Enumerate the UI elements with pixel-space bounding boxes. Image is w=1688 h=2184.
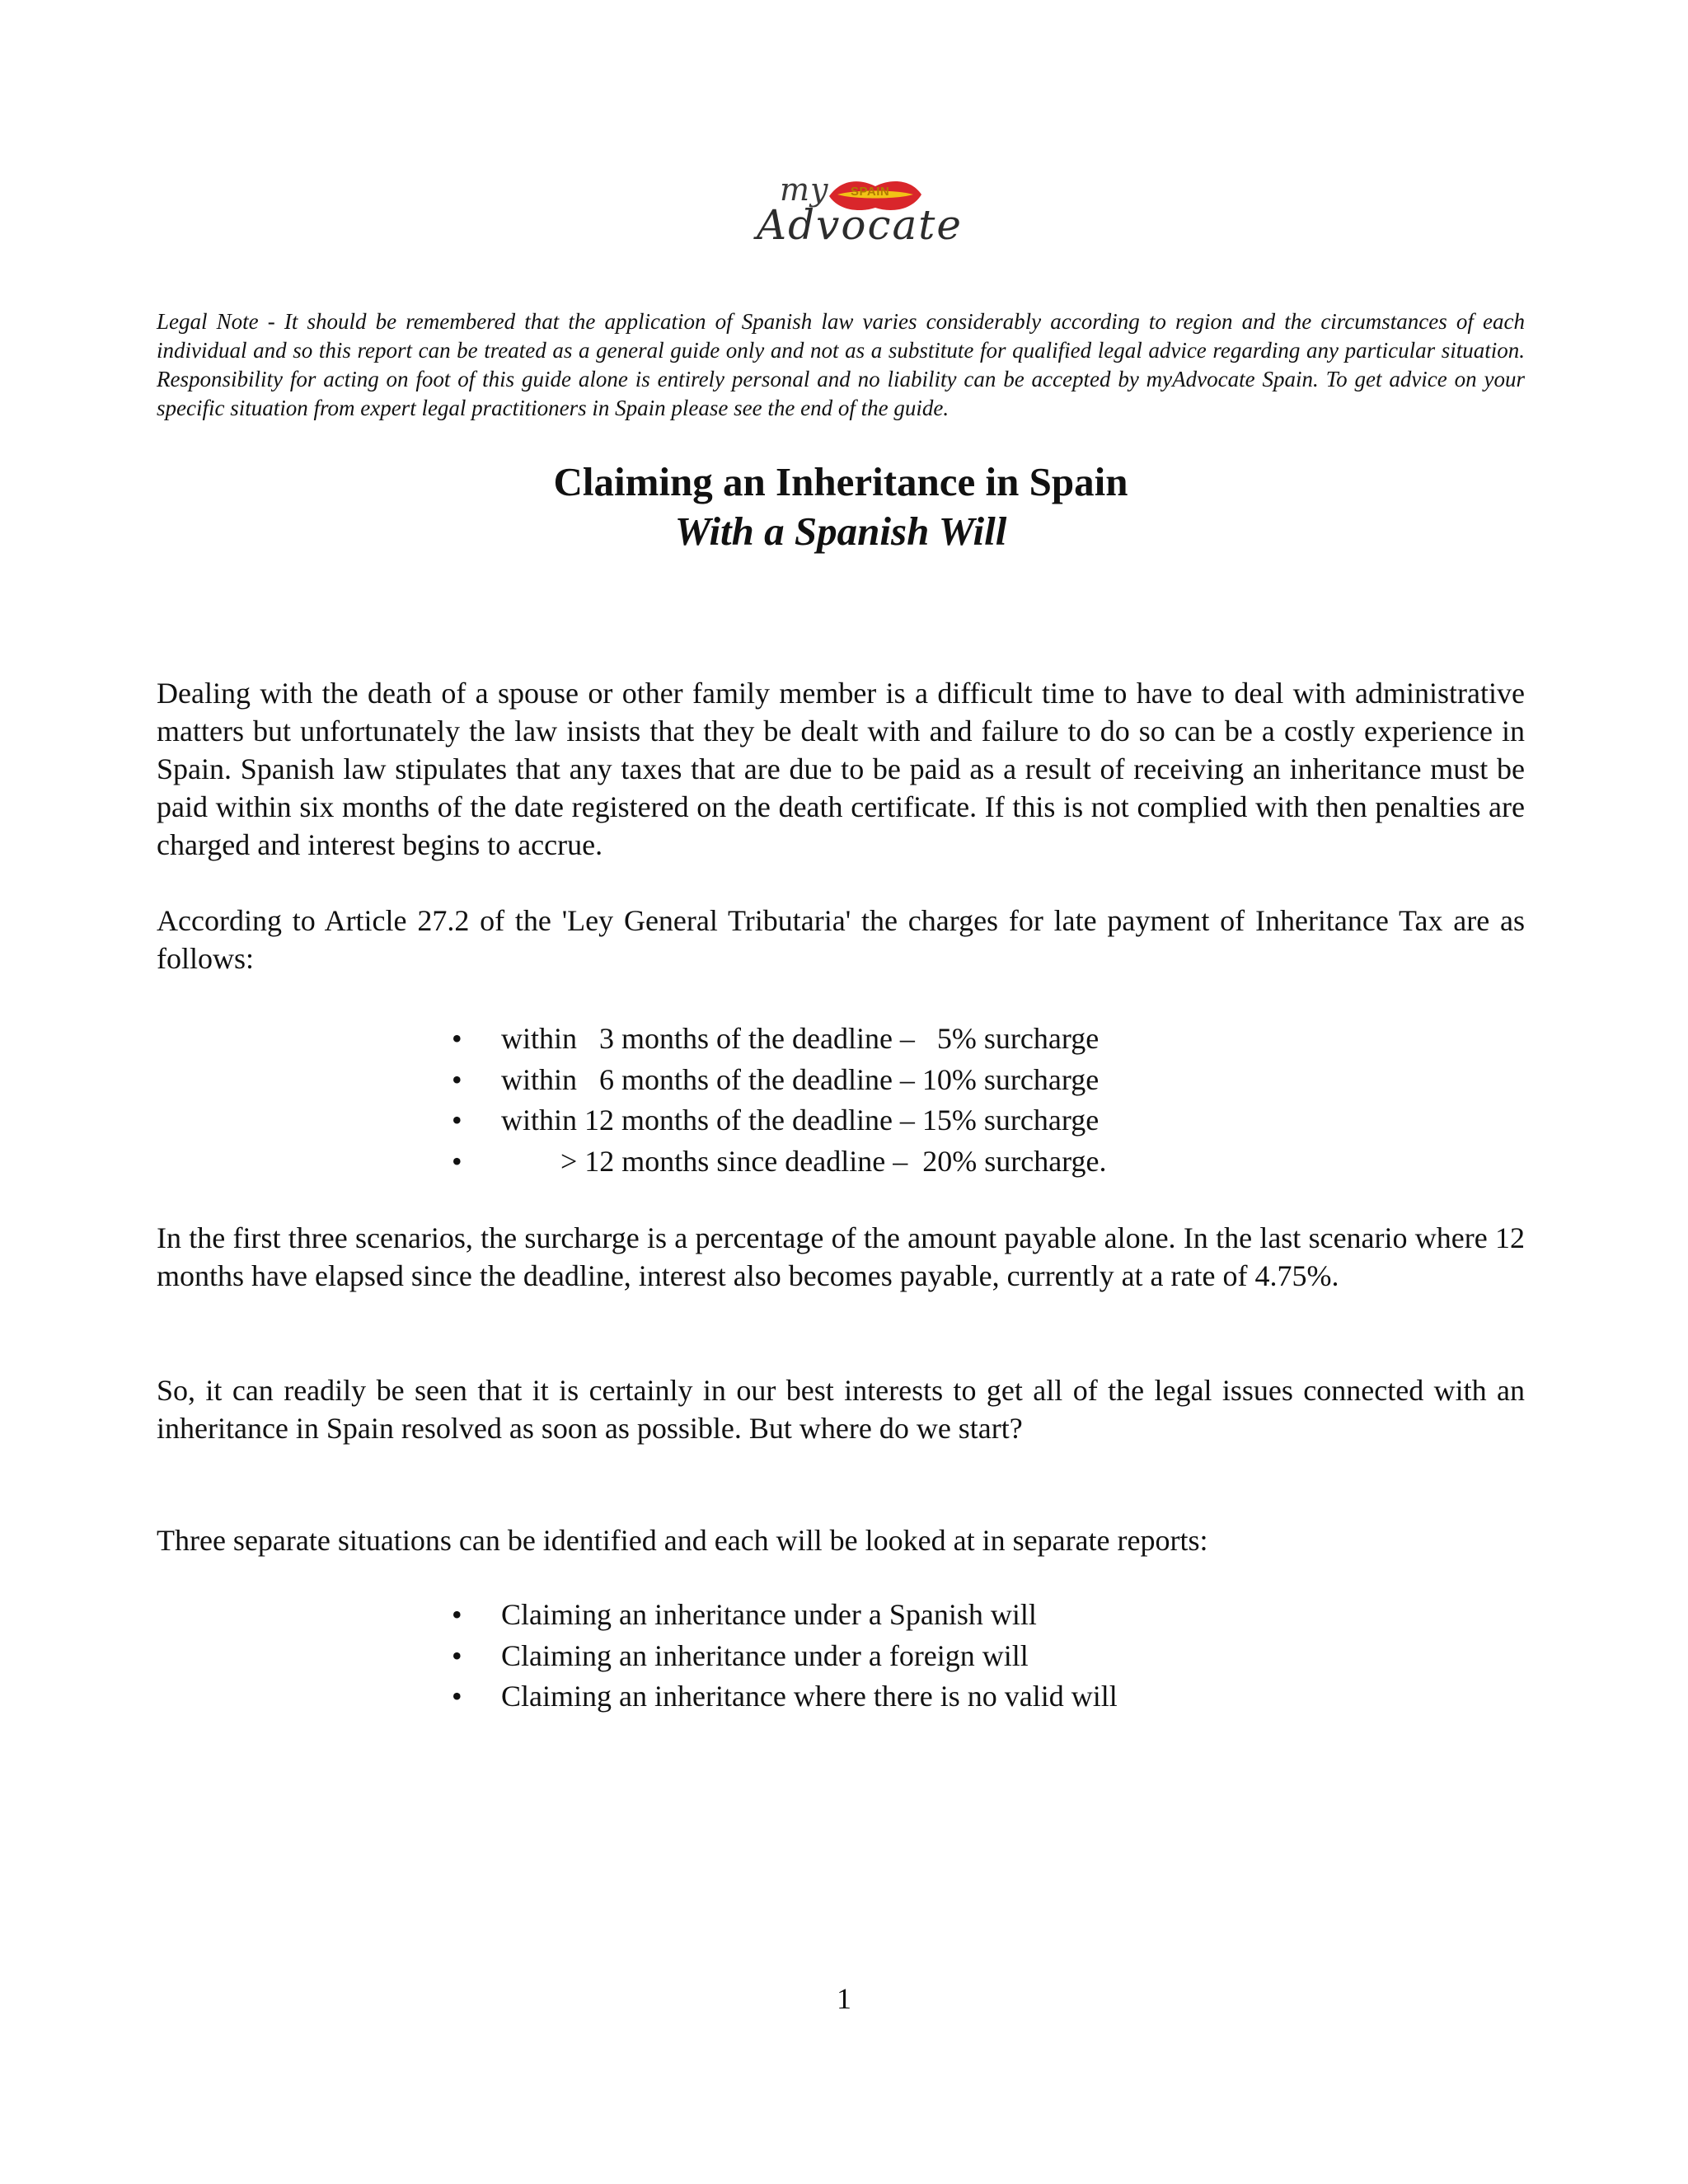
list-item: • within 3 months of the deadline – 5% surcharge xyxy=(452,1019,1441,1060)
list-item: • > 12 months since deadline – 20% surcharge. xyxy=(452,1141,1441,1183)
situations-list xyxy=(452,1595,1441,1718)
logo-my-text: my xyxy=(780,171,829,208)
surcharge-list xyxy=(452,1019,1441,1182)
bullet-icon: • xyxy=(452,1144,462,1178)
bullet-icon: • xyxy=(452,1104,462,1137)
title-subtitle: With a Spanish Will xyxy=(674,509,1007,554)
list-item: • Claiming an inheritance under a foreign will xyxy=(452,1636,1441,1677)
myadvocate-spain-logo xyxy=(750,166,963,269)
bullet-icon: • xyxy=(452,1062,462,1096)
title-main: Claiming an Inheritance in Spain xyxy=(553,459,1128,504)
bullet-icon: • xyxy=(452,1680,462,1713)
situations-paragraph: Three separate situations can be identified and each will be looked at in separate reports: xyxy=(157,1524,1208,1557)
best-interests-paragraph: So, it can readily be seen that it is certainly in our best interests to get all of the legal issues connected with an inheritance in Spain resolved as soon as possible. But where do we start? xyxy=(157,1374,1525,1445)
logo-advocate-text: Advocate xyxy=(757,201,963,249)
page-title xyxy=(157,457,1525,556)
bullet-icon: • xyxy=(452,1598,462,1631)
intro-paragraph: Dealing with the death of a spouse or other family member is a difficult time to have to deal with administrative matters but unfortunately the law insists that they be dealt with and failure to do so can be a costly experience in Spain. Spanish law stipulates that any taxes that are due to be paid as a result of receiving an inheritance must be paid within six months of the date registered on the death certificate. If this is not complied with then penalties are charged and interest begins to accrue. xyxy=(157,677,1525,861)
bullet-icon: • xyxy=(452,1638,462,1672)
legal-note: Legal Note - It should be remembered that the application of Spanish law varies considerably according to region and the circumstances of each individual and so this report can be treated as a general guide only and not as a substitute for qualified legal advice regarding any particular situation. Responsibility for acting on foot of this guide alone is entirely personal and no liability can be accepted by myAdvocate Spain. To get advice on your specific situation from expert legal practitioners in Spain please see the end of the guide. xyxy=(157,309,1525,420)
list-item: • within 12 months of the deadline – 15% surcharge xyxy=(452,1100,1441,1141)
page-number: 1 xyxy=(837,1982,851,2015)
list-item: • within 6 months of the deadline – 10% surcharge xyxy=(452,1060,1441,1101)
list-item: • Claiming an inheritance where there is no valid will xyxy=(452,1676,1441,1718)
scenarios-paragraph: In the first three scenarios, the surcharge is a percentage of the amount payable alone. In the last scenario where 12 months have elapsed since the deadline, interest also becomes payable, currently at a rate of 4.75%. xyxy=(157,1221,1525,1292)
list-item: • Claiming an inheritance under a Spanish will xyxy=(452,1595,1441,1636)
article-paragraph: According to Article 27.2 of the 'Ley General Tributaria' the charges for late payment of Inheritance Tax are as follows: xyxy=(157,904,1525,975)
logo-spain-text: SPAIN xyxy=(851,185,890,199)
bullet-icon: • xyxy=(452,1022,462,1055)
